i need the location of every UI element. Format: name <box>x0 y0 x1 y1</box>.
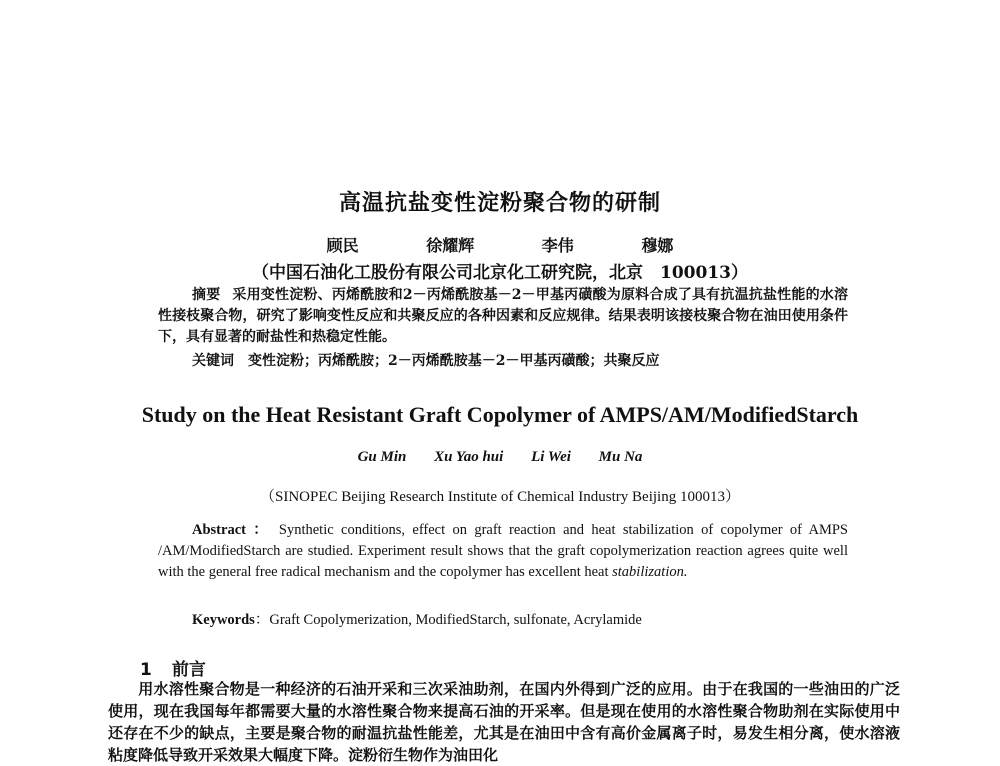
author-name: 徐耀辉 <box>426 236 475 255</box>
english-abstract-tail: stabilization. <box>612 564 688 580</box>
english-affiliation: （SINOPEC Beijing Research Institute of Chemical Industry Beijing 100013） <box>260 489 740 505</box>
author-name: Xu Yao hui <box>434 449 504 465</box>
english-authors <box>0 449 1000 466</box>
chinese-title: 高温抗盐变性淀粉聚合物的研制 <box>338 191 661 216</box>
paragraph-text: 用水溶性聚合物是一种经济的石油开采和三次采油助剂，在国内外得到广泛的应用。由于在我国的一些油田的广泛使用，现在我国每年都需要大量的水溶性聚合物来提高石油的开采率。但是现在使用的水溶性聚合物助剂在实际使用中还存在不少的缺点，主要是聚合物的耐温抗盐性能差，尤其是在油田中含有高价金属离子时，易发生相分离，使水溶液粘度降低导致开采效果大幅度下降。淀粉衍生物作为油田化 <box>108 680 900 764</box>
author-name: Mu Na <box>598 449 643 465</box>
chinese-authors <box>0 233 1000 256</box>
chinese-abstract-text: 采用变性淀粉、丙烯酰胺和2－丙烯酰胺基－2－甲基丙磺酸为原料合成了具有抗温抗盐性能的水溶性接枝聚合物，研究了影响变性反应和共聚反应的各种因素和反应规律。结果表明该接枝聚合物在油田使用条件下，具有显著的耐盐性和热稳定性能。 <box>158 287 848 345</box>
chinese-abstract <box>158 285 848 348</box>
chinese-keywords <box>192 350 659 370</box>
author-name: 顾民 <box>326 236 359 255</box>
section-number: 1 <box>140 660 152 680</box>
section-heading <box>140 655 206 680</box>
section-title: 前言 <box>171 660 206 680</box>
english-keywords-text: ：Graft Copolymerization, ModifiedStarch, sulfonate, Acrylamide <box>254 612 642 628</box>
english-abstract-text: Synthetic conditions, effect on graft reaction and heat stabilization of copolymer of AMPS /AM/ModifiedStarch are studied. Experiment result shows that the graft copolymerization reaction agrees quite well with the general free radical mechanism and the copolymer has excellent heat <box>158 522 848 580</box>
english-title: Study on the Heat Resistant Graft Copolymer of AMPS/AM/ModifiedStarch <box>141 402 859 427</box>
body-paragraph <box>108 678 900 766</box>
english-abstract-label: Abstract ： <box>192 522 272 538</box>
author-name: 李伟 <box>541 236 574 255</box>
english-keywords-label: Keywords <box>192 612 255 628</box>
author-name: Gu Min <box>357 449 407 465</box>
english-abstract <box>158 520 848 583</box>
chinese-affiliation: （中国石油化工股份有限公司北京化工研究院，北京 100013） <box>252 263 748 283</box>
chinese-keywords-label: 关键词 <box>192 353 234 369</box>
english-keywords <box>192 608 642 629</box>
chinese-keywords-text: 变性淀粉；丙烯酰胺；2－丙烯酰胺基－2－甲基丙磺酸；共聚反应 <box>248 353 660 369</box>
chinese-abstract-label: 摘要 <box>192 287 221 303</box>
author-name: Li Wei <box>531 449 571 465</box>
author-name: 穆娜 <box>641 236 674 255</box>
